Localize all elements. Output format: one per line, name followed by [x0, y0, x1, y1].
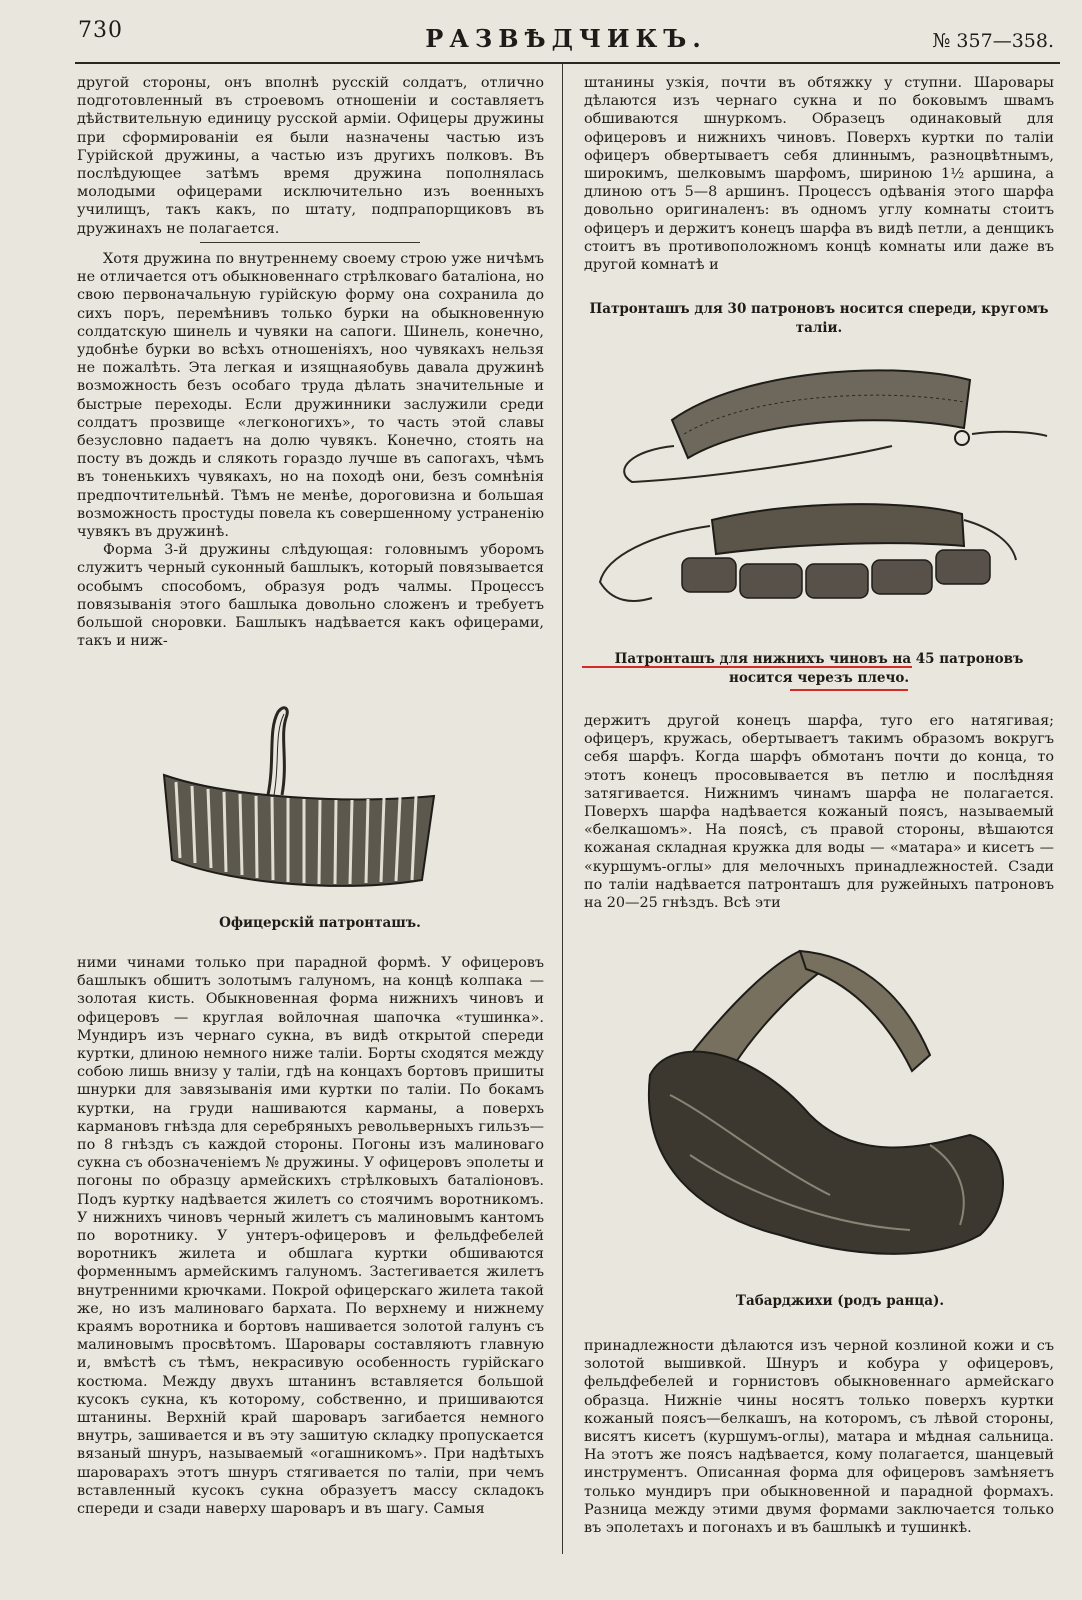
- paragraph: держитъ другой конецъ шарфа, туго его натягивая; офицеръ, кружась, обертываетъ такимъ образомъ вокругъ себя шарфъ. Когда шарфъ обмотанъ почти до конца, то этотъ конецъ просовывается въ петлю и послѣдняя затягивается. Нижнимъ чинамъ шарфа не полагается. Поверхъ шарфа надѣвается кожаный поясъ, называемый «белкашомъ». На поясѣ, съ правой стороны, вѣшаются кожаная складная кружка для воды — «матара» и кисетъ — «куршумъ-оглы» для мелочныхъ принадлежностей. Сзади по таліи надѣвается патронташъ для ружейныхъ патроновъ на 20—25 гнѣздъ. Всѣ эти: [584, 713, 1054, 912]
- right-text-block-3: [584, 1337, 1054, 1556]
- left-text-block-1: [77, 74, 544, 240]
- paragraph: другой стороны, онъ вполнѣ русскій солдатъ, отлично подготовленный въ строевомъ отношеніи и составляетъ дѣйствительную единицу русской арміи. Офицеры дружины при сформированіи ея были назначены частью изъ Гурійской дружины, а частью изъ другихъ полковъ. Въ послѣдующее затѣмъ время дружина пополнялась молодыми офицерами исключительно изъ военныхъ училищъ, такъ какъ, по штату, подпрапорщиковъ въ дружинахъ не полагается.: [77, 75, 544, 237]
- annotation-underline: [582, 666, 912, 668]
- paragraph: Хотя дружина по внутреннему своему строю уже ничѣмъ не отличается отъ обыкновеннаго стрѣлковаго баталіона, но свою первоначальную гурійскую форму она сохранила до сихъ поръ, перемѣнивъ только бурки на обыкновенную солдатскую шинель и чувяки на сапоги. Шинель, конечно, удобнѣе бурки во всѣхъ отношеніяхъ, ноо чувякахъ нельзя не пожалѣть. Эта легкая и изящнаяобувь давала дружинѣ возможность безъ особаго труда дѣлать значительные и быстрые переходы. Если дружинники заслужили среди солдатъ прозвище «легконогихъ», то часть этой славы безусловно падаетъ на долю чувякъ. Конечно, стоять на посту въ дождь и слякоть гораздо лучше въ сапогахъ, чѣмъ въ тоненькихъ чувякахъ, но на походѣ они, безъ сомнѣнія предпочтительнѣй. Тѣмъ не менѣе, дороговизна и большая возможность простуды повела къ совершенному устраненію чувякъ въ дружинѣ.: [77, 251, 544, 541]
- paragraph: ними чинами только при парадной формѣ. У офицеровъ башлыкъ обшитъ золотымъ галуномъ, на концѣ колпака — золотая кисть. Обыкновенная форма нижнихъ чиновъ и офицеровъ — круглая войлочная шапочка «тушинка». Мундиръ изъ чернаго сукна, въ видѣ открытой спереди куртки, длиною немного ниже таліи. Борты сходятся между собою лишь внизу у таліи, гдѣ на концахъ бортовъ пришиты шнурки для завязыванія ими куртки по таліи. По бокамъ куртки, на груди нашиваются карманы, а поверхъ кармановъ гнѣзда для серебряныхъ револьверныхъ гильзъ—по 8 гнѣздъ съ каждой стороны. Погоны изъ малиноваго сукна съ обозначеніемъ № дружины. У офицеровъ эполеты и погоны по образцу армейскихъ стрѣлковыхъ баталіоновъ. Подъ куртку надѣвается жилетъ со стоячимъ воротникомъ. У нижнихъ чиновъ черный жилетъ съ малиновымъ кантомъ по воротнику. У унтеръ-офицеровъ и фельдфебелей воротникъ жилета и обшлага куртки обшиваются форменнымъ армейскимъ галуномъ. Застегивается жилетъ внутренними крючками. Покрой офицерскаго жилета такой же, но изъ малиноваго бархата. По верхнему и нижнему краямъ воротника и бортовъ нашивается золотой галунъ съ малиновымъ просвѣтомъ. Шаровары составляютъ главную и, вмѣстѣ съ тѣмъ, некрасивую особенность гурійскаго костюма. Между двухъ штанинъ вставляется большой кусокъ сукна, къ которому, собственно, и пришиваются штанины. Верхній край шароваръ загибается немного внутрь, зашивается и въ эту зашитую складку пропускается вязаный шнуръ, называемый «огашникомъ». При надѣтыхъ шароварахъ этотъ шнуръ стягивается по таліи, при чемъ вставленный кусокъ сукна образуетъ массу складокъ спереди и сзади наверху шароваръ и въ шагу. Самыя: [77, 955, 544, 1518]
- tabardzhikhi-bag-illustration: [630, 945, 1030, 1285]
- left-text-block-3: [77, 954, 544, 1556]
- right-text-block-2: [584, 712, 1054, 912]
- column-divider: [562, 64, 563, 1554]
- page-number: 730: [78, 18, 123, 43]
- left-text-block-2: [77, 250, 544, 670]
- officer-belt-caption: Офицерскій патронташъ.: [219, 915, 421, 931]
- belt-30-caption: Патронташъ для 30 патроновъ носится спереди, кругомъ таліи.: [589, 301, 1049, 336]
- section-separator: [200, 242, 420, 243]
- page-header: [78, 18, 1054, 58]
- tabardzhikhi-caption: Табарджихи (родъ ранца).: [735, 1293, 945, 1309]
- header-rule: [75, 62, 1060, 64]
- officer-cartridge-belt-illustration: [150, 700, 450, 900]
- journal-title: РАЗВѢДЧИКЪ.: [425, 24, 707, 53]
- cartridge-belts-illustration: [592, 350, 1054, 640]
- annotation-underline: [790, 689, 908, 691]
- paragraph: Форма 3-й дружины слѣдующая: головнымъ уборомъ служитъ черный суконный башлыкъ, который повязывается особымъ способомъ, образуя родъ чалмы. Процессъ повязыванія этого башлыка довольно сложенъ и требуетъ большой сноровки. Башлыкъ надѣвается какъ офицерами, такъ и ниж-: [77, 542, 544, 650]
- issue-number: № 357—358.: [932, 30, 1054, 52]
- paragraph: штанины узкія, почти въ обтяжку у ступни. Шаровары дѣлаются изъ чернаго сукна и по боковымъ швамъ обшиваются шнуркомъ. Образецъ одинаковый для офицеровъ и нижнихъ чиновъ. Поверхъ куртки по таліи офицеръ обвертываетъ себя длиннымъ, разноцвѣтнымъ, широкимъ, шелковымъ шарфомъ, шириною 1½ аршина, а длиною отъ 5—8 аршинъ. Процессъ одѣванія этого шарфа довольно оригиналенъ: въ одномъ углу комнаты стоитъ офицеръ и держитъ конецъ шарфа въ видѣ петли, а денщикъ стоитъ въ противоположномъ концѣ комнаты или даже въ другой комнатѣ и: [584, 75, 1054, 274]
- paragraph: принадлежности дѣлаются изъ черной козлиной кожи и съ золотой вышивкой. Шнуръ и кобура у офицеровъ, фельдфебелей и горнистовъ обыкновеннаго армейскаго образца. Нижніе чины носятъ только поверхъ куртки кожаный поясъ—белкашъ, на которомъ, съ лѣвой стороны, висятъ кисетъ (куршумъ-оглы), матара и мѣдная сальница. На этотъ же поясъ надѣвается, кому полагается, шанцевый инструментъ. Описанная форма для офицеровъ замѣняетъ только мундиръ при обыкновенной и парадной формахъ. Разница между этими двумя формами заключается только въ эполетахъ и погонахъ и въ башлыкѣ и тушинкѣ.: [584, 1338, 1054, 1537]
- right-text-block-1: [584, 74, 1054, 286]
- belt-45-caption: Патронташъ для нижнихъ чиновъ на 45 патроновъ носится черезъ плечо.: [614, 651, 1024, 686]
